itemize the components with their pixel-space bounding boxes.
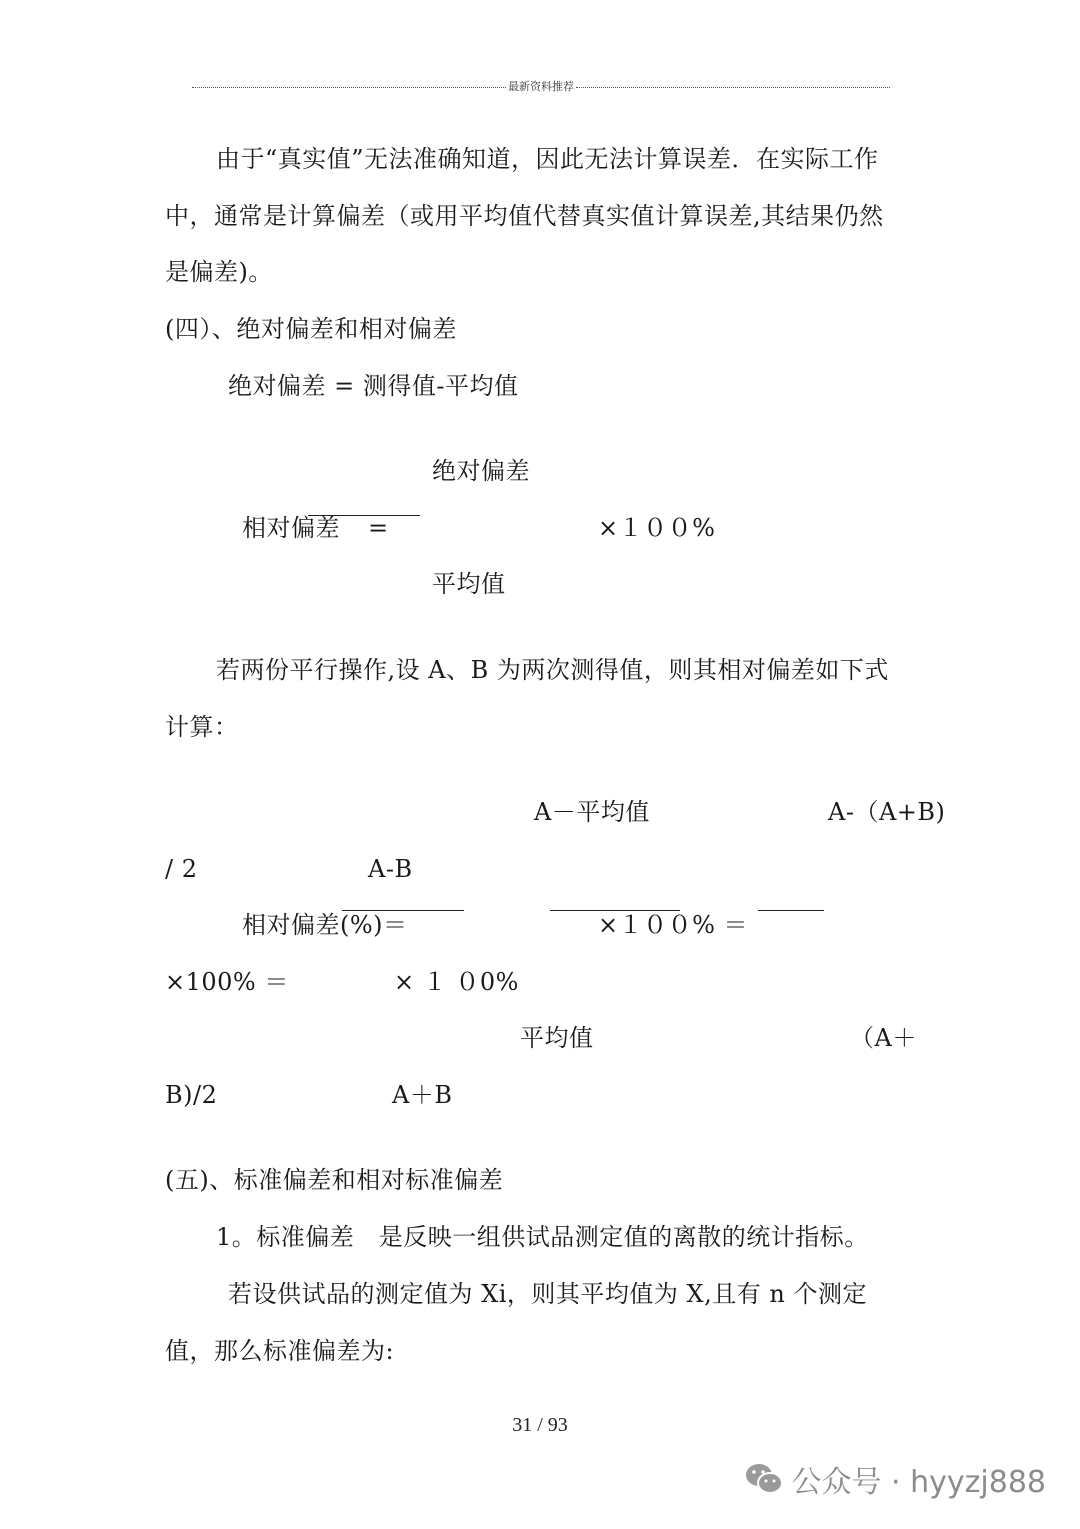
rel-formula-equals: = xyxy=(368,514,389,542)
rel-formula-denominator: 平均值 xyxy=(432,570,506,598)
formula2-denominator2a: （A＋ xyxy=(850,1024,917,1052)
section5-line1: 若设供试品的测定值为 Xi，则其平均值为 X,且有 n 个测定 xyxy=(228,1280,867,1308)
absolute-deviation-formula: 绝对偏差 = 测得值-平均值 xyxy=(228,372,519,400)
formula2-times2: ×100% ＝ xyxy=(165,968,289,996)
header-dotted-rule-left xyxy=(192,87,506,88)
formula2-denominator1: 平均值 xyxy=(520,1024,594,1052)
rel-formula-times: ×１００% xyxy=(598,514,716,542)
formula2-denominator3: A＋B xyxy=(392,1081,453,1109)
rel-formula-fraction-bar xyxy=(308,515,420,516)
para1-line3: 是偏差)。 xyxy=(165,258,273,286)
section5-item1: 1。标准偏差 是反映一组供试品测定值的离散的统计指标。 xyxy=(216,1223,869,1251)
para1-line1: 由于“真实值”无法准确知道，因此无法计算误差．在实际工作 xyxy=(216,145,879,173)
watermark xyxy=(744,1457,1046,1501)
watermark-text: 公众号 · hyyzj888 xyxy=(791,1465,1046,1500)
wechat-icon xyxy=(744,1461,784,1497)
formula2-denominator2b: B)/2 xyxy=(165,1081,218,1109)
header-dotted-rule-right xyxy=(576,87,890,88)
section4-heading: (四）、绝对偏差和相对偏差 xyxy=(165,315,457,343)
formula2-numerator2: A-（A+B) xyxy=(828,798,946,826)
formula2-fraction-bar1 xyxy=(342,910,464,911)
page-header xyxy=(192,78,890,94)
rel-formula-numerator: 绝对偏差 xyxy=(432,457,530,485)
formula2-label: 相对偏差(%)＝ xyxy=(242,911,408,939)
formula2-times3: × １ ０0% xyxy=(394,968,519,996)
page-number: 31 / 93 xyxy=(512,1414,568,1436)
para1-line2: 中，通常是计算偏差（或用平均值代替真实值计算误差,其结果仍然 xyxy=(165,202,884,230)
rel-formula-label: 相对偏差 xyxy=(242,514,340,542)
formula2-slash2: / 2 xyxy=(165,855,198,883)
para2-line1: 若两份平行操作,设 A、B 为两次测得值，则其相对偏差如下式 xyxy=(216,656,889,684)
section5-heading: (五)、标准偏差和相对标准偏差 xyxy=(165,1166,504,1194)
formula2-fraction-bar3 xyxy=(758,910,824,911)
formula2-numerator1: A－平均值 xyxy=(534,798,650,826)
section5-line2: 值，那么标准偏差为: xyxy=(165,1337,395,1365)
header-text: 最新资料推荐 xyxy=(508,80,574,93)
formula2-numerator3: A-B xyxy=(368,855,413,883)
para2-line2: 计算： xyxy=(165,713,239,741)
formula2-times1: ×１００% ＝ xyxy=(598,911,749,939)
